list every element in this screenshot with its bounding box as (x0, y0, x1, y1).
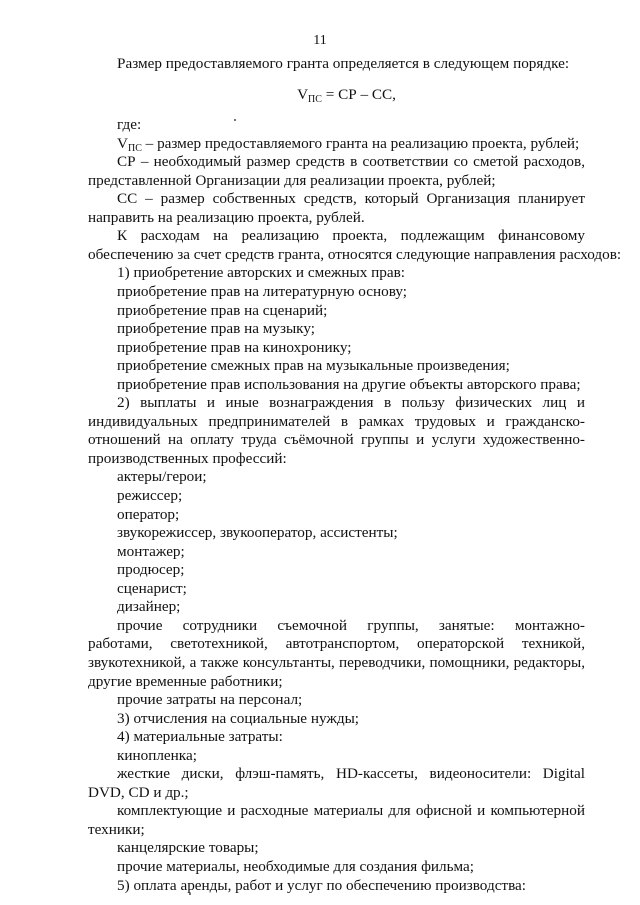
item-2-sub: оператор; (117, 505, 180, 523)
item-1-sub: приобретение прав на кинохронику; (117, 338, 352, 356)
grant-formula (88, 86, 585, 105)
item-2-sub: монтажер; (117, 542, 185, 560)
item-4-media-line2: DVD, CD и др.; (88, 783, 189, 801)
item-2-sub: продюсер; (117, 561, 185, 579)
item-4-film: кинопленка; (117, 746, 197, 764)
item-2-sub: звукорежиссер, звукооператор, ассистенты; (117, 524, 398, 542)
page-number: 11 (313, 33, 327, 48)
other-staff-line3: звукотехникой, а также консультанты, переводчики, помощники, редакторы, (88, 653, 585, 671)
other-personnel: прочие затраты на персонал; (117, 691, 303, 709)
item-4-other-materials: прочие материалы, необходимые для создания фильма; (117, 857, 475, 875)
other-staff-line1: прочие сотрудники съемочной группы, занятые: монтажно- (117, 616, 585, 634)
item-5: 5) оплата аренды, работ и услуг по обеспечению производства: (117, 876, 527, 894)
def-vps (88, 135, 585, 154)
formula-lhs: V (297, 85, 309, 103)
item-1: 1) приобретение авторских и смежных прав: (117, 264, 406, 282)
item-4: 4) материальные затраты: (117, 728, 283, 746)
item-2-sub: дизайнер; (117, 598, 181, 616)
expenses-intro-line2: обеспечению за счет средств гранта, относятся следующие направления расходов: (88, 245, 622, 263)
item-1-sub: приобретение прав на сценарий; (117, 301, 328, 319)
item-2-line1: 2) выплаты и иные вознаграждения в пользу физических лиц и (117, 394, 585, 412)
item-2-line3: отношений на оплату труда съёмочной группы и услуги художественно- (88, 431, 585, 449)
item-1-sub: приобретение прав на литературную основу; (117, 283, 407, 301)
item-3: 3) отчисления на социальные нужды; (117, 709, 360, 727)
def-vps-symbol: V (117, 134, 128, 152)
item-4-components-line1: комплектующие и расходные материалы для офисной и компьютерной (117, 802, 585, 820)
document-body (88, 55, 622, 895)
def-cp-line2: представленной Организации для реализации проекта, рублей; (88, 171, 496, 189)
item-2-sub: актеры/герои; (117, 468, 207, 486)
item-1-sub: приобретение смежных прав на музыкальные произведения; (117, 357, 510, 375)
item-4-media-line1: жесткие диски, флэш-память, HD-кассеты, видеоносители: Digital (117, 765, 585, 783)
item-4-components-line2: техники; (88, 820, 145, 838)
def-vps-sub: ПС (127, 142, 142, 154)
formula-lhs-sub: ПС (308, 93, 322, 105)
expenses-intro-line1: К расходам на реализацию проекта, подлежащим финансовому (117, 227, 585, 245)
def-cp-line1: СР – необходимый размер средств в соответствии со сметой расходов, (117, 153, 585, 171)
item-4-stationery: канцелярские товары; (117, 839, 259, 857)
other-staff-line2: работами, светотехникой, автотранспортом, операторской техникой, (88, 635, 585, 653)
intro-line: Размер предоставляемого гранта определяется в следующем порядке: (117, 55, 570, 72)
item-1-sub: приобретение прав использования на другие объекты авторского права; (117, 375, 581, 393)
item-2-line4: производственных профессий: (88, 449, 287, 467)
item-1-sub: приобретение прав на музыку; (117, 320, 315, 338)
formula-rhs: = СР – СС, (321, 85, 396, 103)
def-cc-line2: направить на реализацию проекта, рублей. (88, 208, 365, 226)
item-2-sub: сценарист; (117, 579, 187, 597)
def-vps-text: – размер предоставляемого гранта на реализацию проекта, рублей; (141, 134, 580, 152)
def-cc-line1: СС – размер собственных средств, который Организация планирует (117, 190, 585, 208)
item-2-sub: режиссер; (117, 487, 183, 505)
where-label: где: (117, 116, 142, 134)
item-2-line2: индивидуальных предпринимателей в рамках трудовых и гражданско- (88, 412, 585, 430)
other-staff-line4: другие временные работники; (88, 672, 283, 690)
